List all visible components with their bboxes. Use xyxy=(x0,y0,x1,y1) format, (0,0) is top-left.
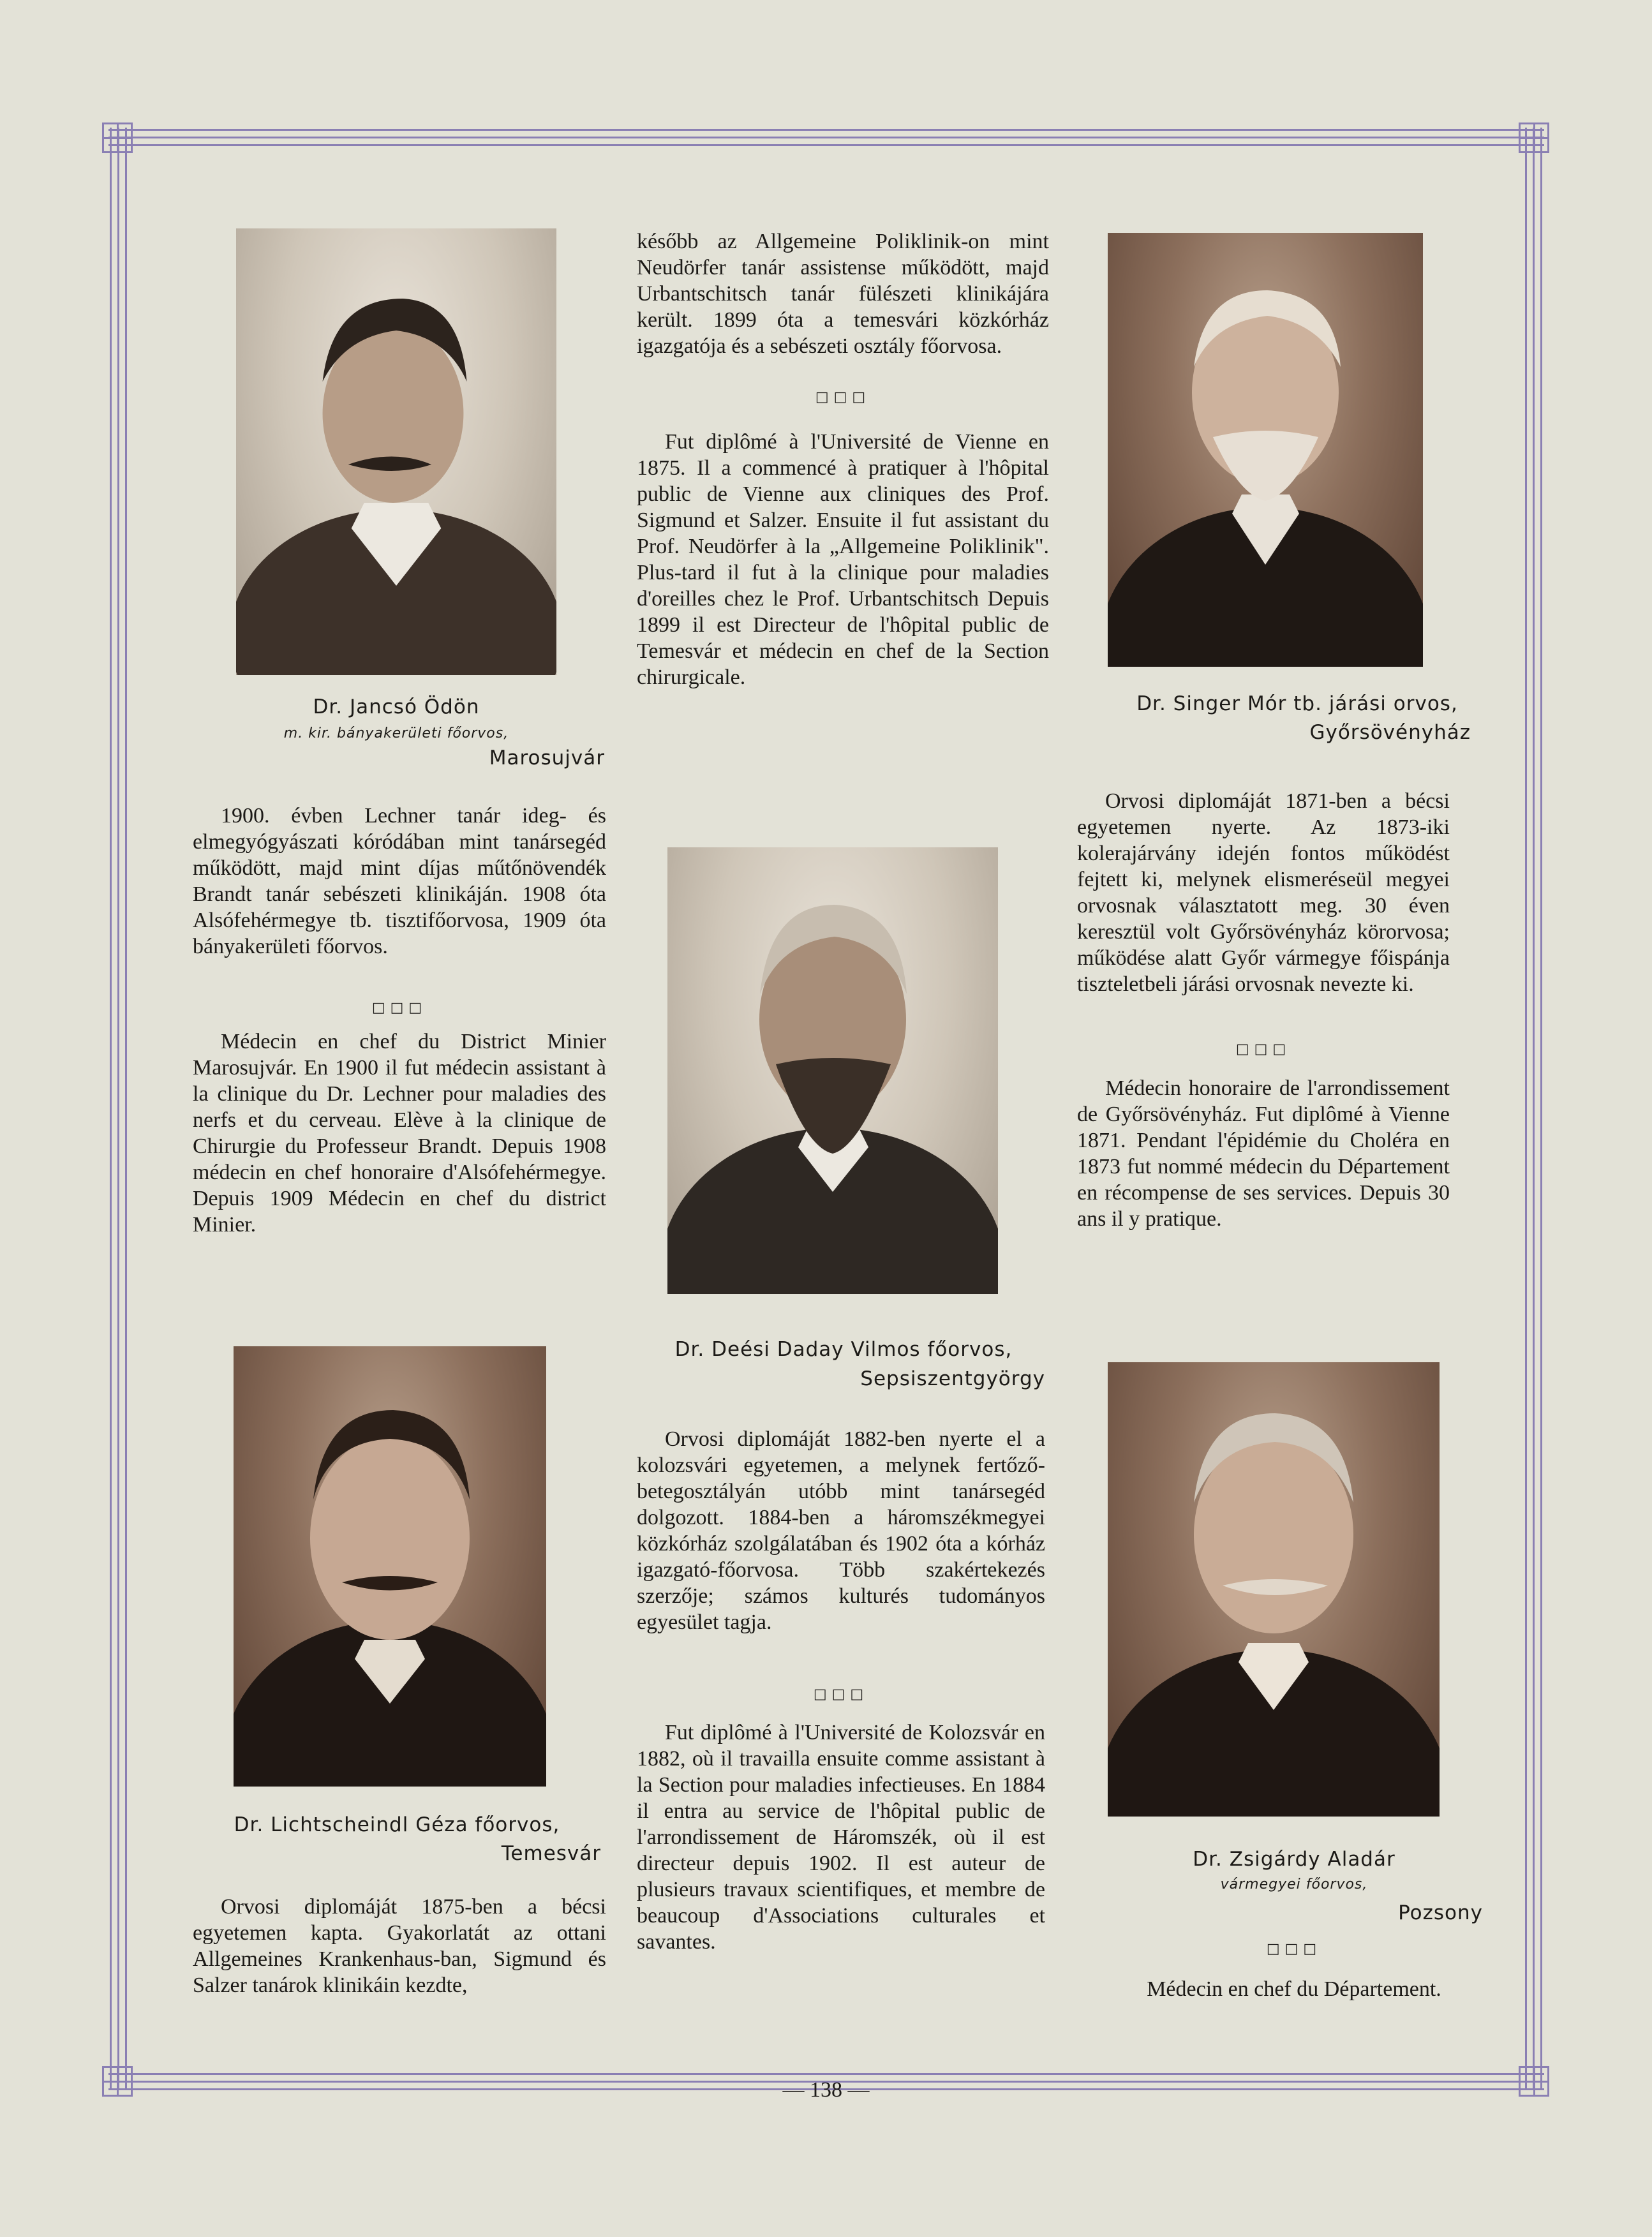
bio-french xyxy=(193,1029,606,1238)
bio-paragraph: Médecin en chef du Département. xyxy=(1147,1977,1441,2001)
caption-place: Sepsiszentgyörgy xyxy=(860,1367,1045,1390)
portrait-photo-daday xyxy=(667,847,998,1294)
bio-hungarian xyxy=(193,803,606,960)
section-ornament: □□□ xyxy=(813,1686,869,1702)
bio-paragraph: Fut diplômé à l'Université de Kolozsvár en 1882, où il travailla ensuite comme assistant à la Section pour maladies infectieuses. En 1884 il entra au service de l'hôpital public de l'arrondissement de Háromszék, où il est directeur depuis 1902. Il est auteur de plusieurs travaux scientifiques, et membre de beaucoup d'Associations culturales et savantes. xyxy=(637,1721,1045,1954)
bio-hungarian xyxy=(637,1426,1045,1635)
bio-paragraph: Fut diplômé à l'Université de Vienne en 1875. Il a commencé à pratiquer à l'hôpital public de Vienne aux cliniques des Prof. Sigmund et Salzer. Ensuite il fut assistant du Prof. Neudörfer à la „Allgemeine Poliklinik". Plus-tard il fut à la clinique pour maladies d'oreilles chez le Prof. Urbantschitsch Depuis 1899 il est Directeur de l'hôpital public de Temesvár et médecin en chef de la Section chirurgicale. xyxy=(637,430,1049,689)
bio-hungarian xyxy=(1077,788,1450,997)
caption-name: Dr. Jancsó Ödön xyxy=(313,695,480,718)
bio-paragraph: 1900. évben Lechner tanár ideg- és elmegyógyászati kóródában mint tanársegéd működött, majd mint díjas műtőnövendék Brandt tanár sebészeti klinikáján. 1908 óta Alsófehérmegye tb. tisztifőorvosa, 1909 óta bányakerületi főorvos. xyxy=(193,804,606,958)
caption-place: Győrsövényház xyxy=(1309,721,1471,744)
portrait-photo-lichtscheindl xyxy=(234,1346,546,1787)
caption-place: Pozsony xyxy=(1398,1901,1483,1924)
caption-place: Temesvár xyxy=(501,1842,601,1865)
bio-hungarian-continued xyxy=(637,228,1049,359)
bio-paragraph: Orvosi diplomáját 1871-ben a bécsi egyetemen nyerte. Az 1873-iki kolerajárvány idején fontos működést fejtett ki, melynek elismeréseül megyei orvosnak választatott meg. 30 éven keresztül volt Győrsövényház körorvosa; működése alatt Győr vármegye főispánja tiszteletbeli járási orvosnak nevezte ki. xyxy=(1077,789,1450,996)
page-number: — 138 — xyxy=(782,2078,870,2102)
caption-title: m. kir. bányakerületi főorvos, xyxy=(283,725,509,741)
caption-name: Dr. Deési Daday Vilmos főorvos, xyxy=(674,1338,1013,1361)
bio-french xyxy=(637,429,1049,690)
caption-name: Dr. Lichtscheindl Géza főorvos, xyxy=(234,1813,560,1836)
bio-paragraph: Médecin honoraire de l'arrondissement de Győrsövényház. Fut diplômé à Vienne 1871. Pendant l'épidémie du Choléra en 1873 fut nommé médecin du Département en récompense de ses services. Depuis 30 ans il y pratique. xyxy=(1077,1076,1450,1231)
caption-name: Dr. Zsigárdy Aladár xyxy=(1193,1848,1395,1871)
caption-name: Dr. Singer Mór tb. járási orvos, xyxy=(1136,692,1458,715)
bio-paragraph: Orvosi diplomáját 1882-ben nyerte el a kolozsvári egyetemen, a melynek fertőző-betegosztályán utóbb mint tanársegéd dolgozott. 1884-ben a háromszékmegyei közkórház szolgálatában és 1902 óta a kórház igazgató-főorvosa. Több szakértekezés szerzője; számos kulturés tudományos egyesület tagja. xyxy=(637,1427,1045,1634)
bio-french xyxy=(637,1720,1045,1955)
caption-place: Marosujvár xyxy=(489,747,605,769)
section-ornament: □□□ xyxy=(371,1000,428,1016)
bio-paragraph: Orvosi diplomáját 1875-ben a bécsi egyetemen kapta. Gyakorlatát az ottani Allgemeines Krankenhaus-ban, Sigmund és Salzer tanárok klinikáin kezdte, xyxy=(193,1895,606,1997)
portrait-photo-jancso xyxy=(236,228,556,675)
frame-corner-ornament xyxy=(102,123,133,153)
bio-french xyxy=(1077,1075,1450,1232)
portrait-photo-zsigardy xyxy=(1108,1362,1440,1817)
bio-paragraph: később az Allgemeine Poliklinik-on mint Neudörfer tanár assistense működött, majd Urbantschitsch tanár fülészeti klinikájára került. 1899 óta a temesvári közkórház igazgatója és a sebészeti osztály főorvosa. xyxy=(637,230,1049,358)
frame-corner-ornament xyxy=(1519,123,1549,153)
section-ornament: □□□ xyxy=(1266,1941,1322,1957)
section-ornament: □□□ xyxy=(1235,1041,1291,1057)
bio-french xyxy=(1077,1976,1511,2002)
caption-title: vármegyei főorvos, xyxy=(1220,1877,1368,1892)
bio-hungarian xyxy=(193,1894,606,1998)
portrait-photo-singer xyxy=(1108,233,1423,667)
bio-paragraph: Médecin en chef du District Minier Marosujvár. En 1900 il fut médecin assistant à la clinique du Dr. Lechner pour maladies des nerfs et du cerveau. Elève à la clinique de Chirurgie du Professeur Brandt. Depuis 1908 médecin en chef honoraire d'Alsófehérmegye. Depuis 1909 Médecin en chef du district Minier. xyxy=(193,1030,606,1237)
section-ornament: □□□ xyxy=(815,389,871,405)
